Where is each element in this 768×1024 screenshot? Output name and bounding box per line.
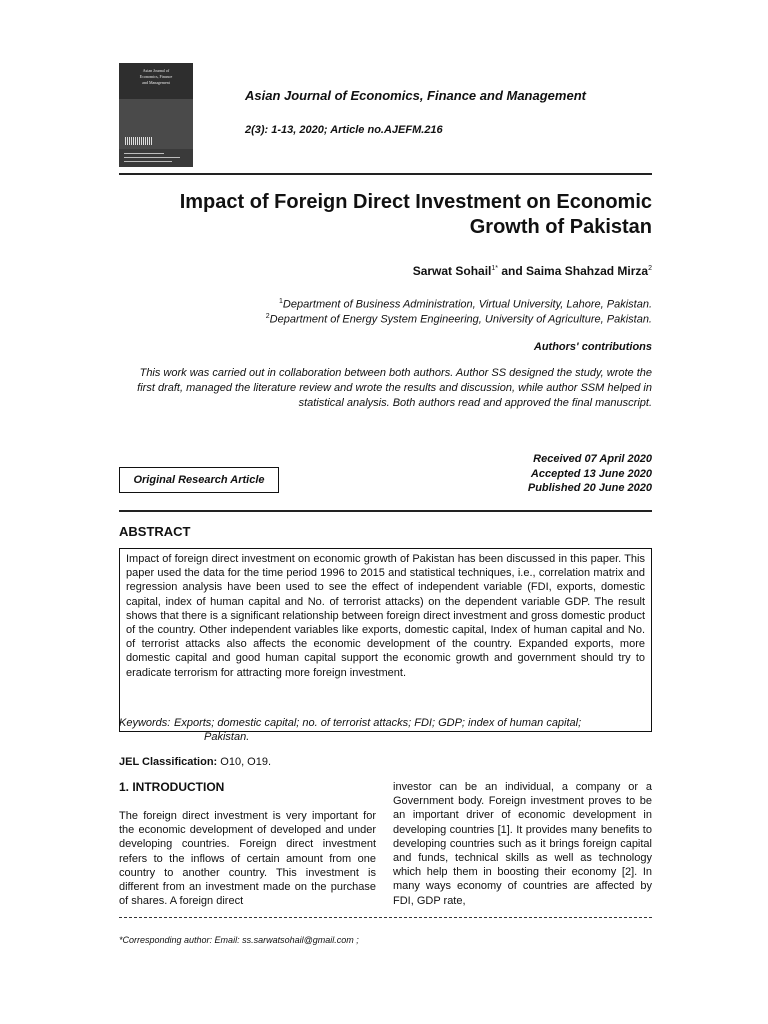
keywords-label: Keywords: — [119, 717, 171, 729]
cover-title-line: Economics, Finance — [139, 74, 173, 79]
accepted-date: Accepted 13 June 2020 — [530, 467, 652, 480]
affiliation — [119, 298, 652, 311]
author-affiliation-mark: 2 — [648, 265, 652, 272]
author-list — [119, 264, 652, 278]
abstract-box — [119, 548, 652, 732]
affiliation-text: Department of Energy System Engineering, University of Agriculture, Pakistan. — [269, 313, 652, 326]
published-date: Published 20 June 2020 — [527, 482, 652, 494]
jel-label: JEL Classification: — [119, 756, 218, 768]
publication-dates — [400, 452, 652, 496]
contributions-text: This work was carried out in collaboration between both authors. Author SS designed the study, wrote the first draft, managed the literature review and wrote the results and discussion, while author SSM helped in statistical analysis. Both authors read and approved the final manuscript. — [137, 367, 652, 409]
abstract-heading: ABSTRACT — [119, 524, 191, 539]
journal-cover-image — [119, 63, 193, 167]
affiliation-mark: 2 — [265, 313, 270, 320]
affiliation-mark: 1 — [279, 298, 283, 305]
keywords-text: Exports; domestic capital; no. of terrorist attacks; FDI; GDP; index of human capital; — [174, 717, 582, 729]
jel-classification — [119, 756, 271, 768]
keywords — [119, 716, 652, 744]
body-column-right: investor can be an individual, a company or a Government body. Foreign investment proves to be an important driver of economic development in developing countries [1]. It provides many benefits to developing countries such as it brings foreign capital and funds, technical skills as well as technology which help them in boosting their economy [2]. In many ways economy of countries are affected by FDI, GDP rate, — [393, 781, 652, 907]
received-date: Received 07 April 2020 — [533, 453, 652, 465]
abstract-text: Impact of foreign direct investment on economic growth of Pakistan has been discussed in this paper. This paper used the data for the time period 1996 to 2015 and statistical techniques, i.e., correlation matrix and regression analysis have been used to see the effect of independent variable (FDI, exports, domestic capital, index of human capital and No. of terrorist attacks) on the dependent variable GDP. The result shows that there is a significant relationship between foreign direct investment and gross domestic product of the country. Other independent variables like exports, domestic capital, Index of human capital and No. of terrorist attacks also affects the economic development of the country. Expanded exports, more domestic capital and good human capital support the economic growth and government should try to eradicate terrorism for attracting more foreign investment. — [126, 553, 645, 679]
author-connector: and — [498, 264, 527, 278]
body-column-left: The foreign direct investment is very important for the economic development of developed and under developing countries. Foreign direct investment refers to the inflows of certain amount from one country to another country. This investment is different from an investment made on the purchase of shares. A foreign direct — [119, 810, 376, 908]
cover-title-line: and Management — [142, 80, 170, 85]
article-type-badge: Original Research Article — [119, 467, 279, 493]
footnote-divider — [119, 917, 652, 918]
issue-info: 2(3): 1-13, 2020; Article no.AJEFM.216 — [245, 124, 443, 136]
cover-title-line: Asian Journal of — [142, 68, 170, 73]
affiliation — [119, 313, 652, 326]
header-divider — [119, 173, 652, 175]
barcode-icon — [125, 137, 153, 145]
author-name: Sarwat Sohail — [412, 264, 492, 278]
paper-title-line2: Growth of Pakistan — [469, 216, 652, 238]
abstract-divider — [119, 510, 652, 512]
author-name: Saima Shahzad Mirza — [526, 264, 649, 278]
introduction-heading: 1. INTRODUCTION — [119, 780, 225, 794]
paper-title — [119, 190, 652, 240]
corresponding-author-footnote: *Corresponding author: Email: ss.sarwatsohail@gmail.com ; — [119, 935, 359, 945]
journal-name: Asian Journal of Economics, Finance and Management — [245, 88, 586, 103]
keywords-text-cont: Pakistan. — [204, 731, 250, 743]
paper-title-line1: Impact of Foreign Direct Investment on Economic — [179, 191, 652, 213]
affiliation-text: Department of Business Administration, Virtual University, Lahore, Pakistan. — [282, 298, 652, 311]
jel-codes: O10, O19. — [217, 756, 272, 768]
contributions-heading: Authors' contributions — [533, 341, 652, 353]
author-affiliation-mark: 1* — [491, 265, 499, 272]
